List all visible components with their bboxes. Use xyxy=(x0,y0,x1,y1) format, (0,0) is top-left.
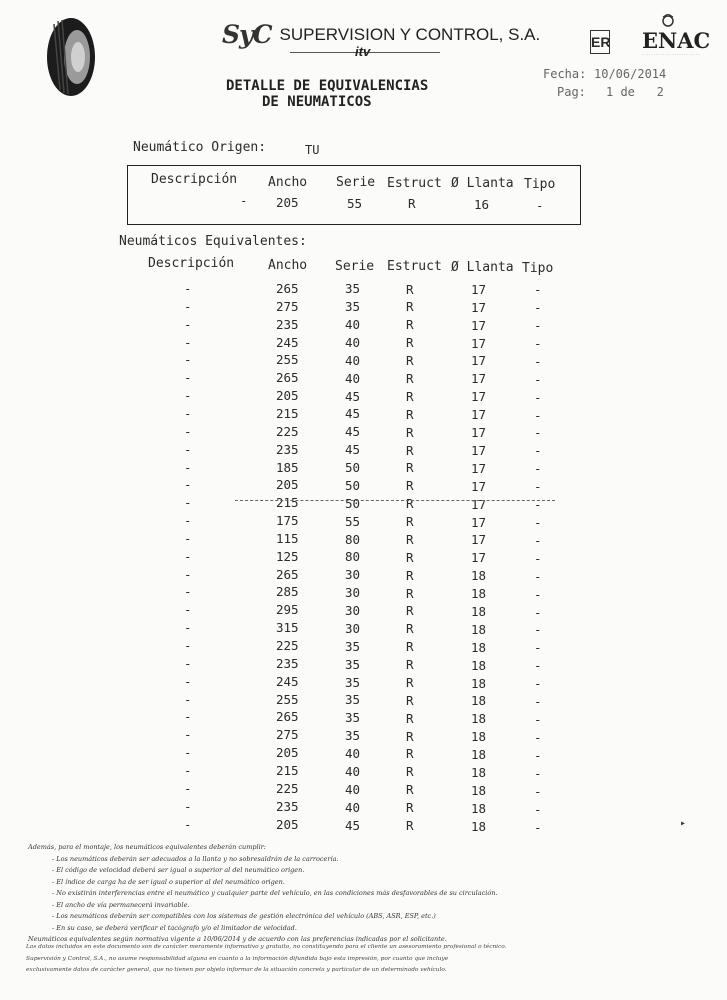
equiv-cell-llanta: 17 xyxy=(471,317,487,333)
equiv-cell-ancho: 205 xyxy=(276,816,299,832)
equiv-cell-descripcion: - xyxy=(184,673,192,689)
equiv-cell-descripcion: - xyxy=(184,798,192,814)
equiv-cell-descripcion: - xyxy=(184,388,192,404)
equiv-cell-llanta: 18 xyxy=(471,621,487,637)
equiv-cell-serie: 45 xyxy=(345,442,361,458)
equiv-cell-ancho: 205 xyxy=(276,388,299,404)
equiv-cell-llanta: 17 xyxy=(471,496,487,512)
equiv-cell-serie: 35 xyxy=(345,656,361,672)
note-item: - En su caso, se deberá verificar el tacógrafo y/o el limitador de velocidad. xyxy=(52,923,297,932)
note-item: - El ancho de vía permanecerá invariable. xyxy=(52,900,190,909)
equiv-cell-tipo: - xyxy=(534,282,542,298)
tire-icon xyxy=(44,16,100,98)
syc-logo: SyC xyxy=(222,20,272,49)
mounting-notes xyxy=(28,842,718,946)
equiv-cell-estruct: R xyxy=(406,710,414,726)
equiv-cell-tipo: - xyxy=(534,532,542,548)
equiv-cell-llanta: 17 xyxy=(471,353,487,369)
equiv-cell-ancho: 205 xyxy=(276,477,299,493)
equiv-cell-ancho: 265 xyxy=(276,566,299,582)
equiv-cell-descripcion: - xyxy=(184,513,192,529)
crown-icon xyxy=(660,14,676,28)
equiv-cell-serie: 80 xyxy=(345,549,361,565)
equiv-cell-llanta: 18 xyxy=(471,711,487,727)
equiv-cell-estruct: R xyxy=(406,460,414,476)
equiv-cell-descripcion: - xyxy=(184,423,192,439)
equiv-cell-serie: 35 xyxy=(345,728,361,744)
note-item: - El código de velocidad deberá ser igual o superior al del neumático origen. xyxy=(52,866,305,874)
equiv-cell-llanta: 17 xyxy=(471,299,487,315)
equiv-cell-serie: 50 xyxy=(345,495,361,511)
equiv-cell-serie: 45 xyxy=(345,424,361,440)
equiv-cell-serie: 45 xyxy=(345,817,361,833)
equiv-cell-serie: 40 xyxy=(345,746,361,762)
equiv-cell-descripcion: - xyxy=(184,584,192,600)
equiv-cell-estruct: R xyxy=(406,639,414,655)
equiv-cell-serie: 35 xyxy=(345,674,361,690)
equiv-cell-llanta: 18 xyxy=(471,586,487,602)
equiv-cell-ancho: 265 xyxy=(276,370,299,386)
equiv-cell-tipo: - xyxy=(534,765,542,781)
equiv-cell-serie: 40 xyxy=(345,370,361,386)
equiv-cell-ancho: 175 xyxy=(276,513,299,529)
equiv-cell-llanta: 17 xyxy=(471,550,487,566)
equiv-cell-estruct: R xyxy=(406,567,414,583)
equiv-cell-estruct: R xyxy=(406,317,414,333)
equiv-cell-descripcion: - xyxy=(184,602,192,618)
equiv-cell-serie: 80 xyxy=(345,531,361,547)
disclaimer-footer xyxy=(26,942,716,977)
equiv-cell-llanta: 17 xyxy=(471,335,487,351)
equiv-cell-ancho: 235 xyxy=(276,316,299,332)
equiv-header-estruct: Estruct xyxy=(387,259,442,274)
er-certification-logo: ER xyxy=(590,30,610,54)
equiv-cell-estruct: R xyxy=(406,281,414,297)
equiv-cell-tipo: - xyxy=(534,443,542,459)
equiv-cell-descripcion: - xyxy=(184,816,192,832)
equiv-cell-tipo: - xyxy=(534,300,542,316)
fold-line xyxy=(235,500,555,501)
equiv-cell-tipo: - xyxy=(534,586,542,602)
equiv-cell-descripcion: - xyxy=(184,316,192,332)
equiv-cell-descripcion: - xyxy=(184,477,192,493)
equiv-cell-descripcion: - xyxy=(184,691,192,707)
equiv-cell-descripcion: - xyxy=(184,780,192,796)
equiv-cell-descripcion: - xyxy=(184,620,192,636)
itv-logo: itv xyxy=(355,44,371,59)
equiv-cell-tipo: - xyxy=(534,747,542,763)
equiv-cell-estruct: R xyxy=(406,424,414,440)
origin-cell-estruct: R xyxy=(408,196,416,211)
equiv-cell-estruct: R xyxy=(406,746,414,762)
equiv-header-tipo: Tipo xyxy=(522,261,554,276)
equiv-header-llanta: Ø Llanta xyxy=(451,260,514,275)
equiv-cell-ancho: 245 xyxy=(276,673,299,689)
equiv-cell-estruct: R xyxy=(406,621,414,637)
enac-subtitle: ························· xyxy=(642,52,701,57)
equiv-cell-estruct: R xyxy=(406,353,414,369)
equiv-cell-serie: 35 xyxy=(345,710,361,726)
equiv-cell-serie: 35 xyxy=(345,692,361,708)
equiv-cell-ancho: 265 xyxy=(276,709,299,725)
company-header xyxy=(222,20,540,49)
page-value: 1 de 2 xyxy=(606,85,664,99)
equiv-cell-ancho: 115 xyxy=(276,530,299,546)
equiv-cell-tipo: - xyxy=(534,676,542,692)
equiv-cell-tipo: - xyxy=(534,568,542,584)
date-label: Fecha: xyxy=(543,67,587,81)
equiv-cell-tipo: - xyxy=(534,801,542,817)
equiv-cell-tipo: - xyxy=(534,461,542,477)
equiv-cell-tipo: - xyxy=(534,819,542,835)
equiv-cell-llanta: 18 xyxy=(471,765,487,781)
equiv-cell-estruct: R xyxy=(406,531,414,547)
equiv-cell-ancho: 235 xyxy=(276,655,299,671)
origin-header-tipo: Tipo xyxy=(524,177,556,192)
equiv-cell-serie: 30 xyxy=(345,620,361,636)
equiv-cell-tipo: - xyxy=(534,407,542,423)
equiv-cell-serie: 40 xyxy=(345,799,361,815)
equiv-cell-tipo: - xyxy=(534,389,542,405)
equiv-cell-descripcion: - xyxy=(184,405,192,421)
equiv-cell-llanta: 17 xyxy=(471,514,487,530)
page-title-line2: DE NEUMATICOS xyxy=(262,94,372,110)
note-item: - El índice de carga ha de ser igual o superior al del neumático origen. xyxy=(52,877,285,886)
equiv-cell-llanta: 17 xyxy=(471,371,487,387)
equiv-cell-ancho: 265 xyxy=(276,281,299,296)
note-item: - No existirán interferencias entre el neumático y cualquier parte del vehículo, en las condiciones más desfavorables de su circulación. xyxy=(52,889,498,897)
equiv-header-serie: Serie xyxy=(335,259,375,274)
equiv-cell-descripcion: - xyxy=(184,370,192,386)
equiv-cell-estruct: R xyxy=(406,800,414,816)
equiv-cell-llanta: 17 xyxy=(471,389,487,405)
equiv-cell-descripcion: - xyxy=(184,530,192,546)
page-label: Pag: xyxy=(557,85,586,99)
equiv-cell-descripcion: - xyxy=(184,745,192,761)
equiv-cell-llanta: 17 xyxy=(471,442,487,458)
equiv-cell-tipo: - xyxy=(534,515,542,531)
equiv-cell-descripcion: - xyxy=(184,548,192,564)
equiv-cell-descripcion: - xyxy=(184,709,192,725)
equiv-cell-tipo: - xyxy=(534,729,542,745)
equiv-cell-serie: 30 xyxy=(345,567,361,583)
equiv-cell-ancho: 235 xyxy=(276,798,299,814)
equiv-cell-estruct: R xyxy=(406,442,414,458)
origin-header-ancho: Ancho xyxy=(268,175,308,190)
equiv-cell-llanta: 18 xyxy=(471,604,487,619)
equiv-cell-llanta: 17 xyxy=(471,281,487,297)
company-name: SUPERVISION Y CONTROL, S.A. xyxy=(279,24,541,44)
equiv-cell-llanta: 18 xyxy=(471,675,487,691)
date-value: 10/06/2014 xyxy=(594,67,667,81)
equiv-cell-ancho: 255 xyxy=(276,352,299,368)
equiv-cell-ancho: 225 xyxy=(276,638,299,653)
equiv-cell-tipo: - xyxy=(534,694,542,710)
equiv-cell-estruct: R xyxy=(406,728,414,744)
equiv-cell-estruct: R xyxy=(406,299,414,315)
equiv-cell-estruct: R xyxy=(406,782,414,798)
equiv-cell-tipo: - xyxy=(534,497,542,513)
equiv-cell-estruct: R xyxy=(406,496,414,512)
equiv-cell-tipo: - xyxy=(534,371,542,387)
origin-tire-value: TU xyxy=(305,143,320,157)
equiv-cell-descripcion: - xyxy=(184,298,192,314)
equiv-cell-llanta: 17 xyxy=(471,407,487,423)
equiv-cell-llanta: 18 xyxy=(471,568,487,584)
equiv-cell-ancho: 125 xyxy=(276,548,299,564)
equiv-cell-estruct: R xyxy=(406,371,414,386)
equiv-cell-serie: 30 xyxy=(345,585,361,601)
equivalents-label: Neumáticos Equivalentes: xyxy=(119,234,307,249)
equiv-cell-ancho: 235 xyxy=(276,441,299,457)
equiv-cell-ancho: 255 xyxy=(276,691,299,707)
equiv-cell-descripcion: - xyxy=(184,638,192,653)
equiv-cell-ancho: 295 xyxy=(276,602,299,618)
equiv-cell-estruct: R xyxy=(406,388,414,404)
origin-cell-tipo: - xyxy=(536,198,544,213)
equiv-cell-llanta: 18 xyxy=(471,693,487,709)
equiv-cell-ancho: 315 xyxy=(276,620,299,636)
equiv-cell-tipo: - xyxy=(534,550,542,566)
equiv-cell-llanta: 18 xyxy=(471,639,487,655)
equiv-cell-llanta: 18 xyxy=(471,729,487,745)
equiv-cell-ancho: 215 xyxy=(276,495,299,511)
equiv-cell-ancho: 215 xyxy=(276,405,299,421)
equiv-cell-estruct: R xyxy=(406,692,414,708)
equiv-cell-llanta: 17 xyxy=(471,425,487,441)
equiv-cell-ancho: 245 xyxy=(276,334,299,350)
equiv-cell-tipo: - xyxy=(534,783,542,799)
equiv-cell-ancho: 185 xyxy=(276,459,299,475)
equiv-cell-ancho: 205 xyxy=(276,745,299,761)
equiv-cell-ancho: 225 xyxy=(276,423,299,439)
equiv-cell-tipo: - xyxy=(534,425,542,441)
equiv-cell-estruct: R xyxy=(406,603,414,619)
equiv-cell-llanta: 18 xyxy=(471,782,487,798)
equiv-cell-descripcion: - xyxy=(184,495,192,511)
equiv-cell-tipo: - xyxy=(534,604,542,620)
equiv-cell-tipo: - xyxy=(534,479,542,495)
note-item: - Los neumáticos deberán ser compatibles con los sistemas de gestión electrónica del vehículo (ABS, ASR, ESP, etc.) xyxy=(52,912,436,920)
equiv-cell-estruct: R xyxy=(406,406,414,422)
equiv-cell-tipo: - xyxy=(534,335,542,351)
margin-mark: ▸ xyxy=(680,818,687,829)
equiv-header-descripcion: Descripción xyxy=(148,256,235,271)
equiv-cell-descripcion: - xyxy=(184,281,192,296)
origin-tire-label: Neumático Origen: xyxy=(133,140,267,155)
equiv-header-ancho: Ancho xyxy=(268,258,308,273)
origin-header-serie: Serie xyxy=(336,175,376,190)
equiv-cell-estruct: R xyxy=(406,478,414,494)
equiv-cell-llanta: 17 xyxy=(471,478,487,494)
enac-logo: ENAC xyxy=(642,28,711,53)
equiv-cell-tipo: - xyxy=(534,353,542,369)
equiv-cell-ancho: 275 xyxy=(276,298,299,314)
disclaimer-line: exclusivamente datos de carácter general, que no tienen por objeto informar de la situación concreta y particular de un determinado vehículo. xyxy=(26,967,447,973)
origin-cell-descripcion: - xyxy=(240,193,248,208)
equiv-cell-serie: 35 xyxy=(345,281,361,297)
equiv-cell-serie: 50 xyxy=(345,477,361,493)
equiv-cell-llanta: 18 xyxy=(471,800,487,816)
equiv-cell-tipo: - xyxy=(534,712,542,728)
equiv-cell-descripcion: - xyxy=(184,334,192,350)
note-item: - Los neumáticos deberán ser adecuados a la llanta y no sobresaldrán de la carrocería. xyxy=(52,854,339,863)
equiv-cell-llanta: 18 xyxy=(471,657,487,673)
equiv-cell-llanta: 17 xyxy=(471,460,487,476)
equiv-cell-descripcion: - xyxy=(184,459,192,475)
equiv-cell-serie: 30 xyxy=(345,603,361,619)
equiv-cell-llanta: 18 xyxy=(471,747,487,763)
equiv-cell-llanta: 17 xyxy=(471,532,487,548)
disclaimer-line: Los datos incluidos en este documento son de carácter meramente informativo y gratuito, no constituyendo para el cliente un asesoramiento profesional o técnico. xyxy=(26,944,507,950)
origin-header-estruct: Estruct xyxy=(387,176,442,191)
equiv-cell-serie: 35 xyxy=(345,299,361,315)
equiv-cell-descripcion: - xyxy=(184,352,192,368)
equiv-cell-serie: 50 xyxy=(345,460,361,476)
equiv-cell-serie: 35 xyxy=(345,638,361,654)
equiv-cell-serie: 40 xyxy=(345,352,361,368)
equiv-cell-ancho: 215 xyxy=(276,762,299,778)
origin-header-descripcion: Descripción xyxy=(151,172,238,187)
equiv-cell-descripcion: - xyxy=(184,727,192,743)
origin-header-llanta: Ø Llanta xyxy=(451,176,514,191)
equiv-cell-estruct: R xyxy=(406,657,414,673)
disclaimer-line: Supervisión y Control, S.A., no asume responsabilidad alguna en cuanto a la información difundida bajo esta impresión, por cuanto que incluye xyxy=(26,955,449,962)
equiv-cell-serie: 55 xyxy=(345,513,361,529)
equiv-cell-serie: 40 xyxy=(345,781,361,797)
equiv-cell-descripcion: - xyxy=(184,762,192,778)
equiv-cell-estruct: R xyxy=(406,514,414,530)
notes-closing: Neumáticos equivalentes según normativa vigente a 10/06/2014 y de acuerdo con las preferencias indicadas por el solicitante. xyxy=(28,935,447,943)
origin-cell-ancho: 205 xyxy=(276,195,299,210)
equiv-cell-ancho: 275 xyxy=(276,727,299,743)
equiv-cell-serie: 45 xyxy=(345,388,361,404)
equiv-cell-descripcion: - xyxy=(184,655,192,671)
equiv-cell-llanta: 18 xyxy=(471,818,487,834)
origin-cell-llanta: 16 xyxy=(474,197,490,212)
equiv-cell-estruct: R xyxy=(406,674,414,690)
equiv-cell-tipo: - xyxy=(534,622,542,638)
origin-cell-serie: 55 xyxy=(347,196,363,211)
equiv-cell-descripcion: - xyxy=(184,441,192,457)
equiv-cell-ancho: 225 xyxy=(276,780,299,796)
equiv-cell-estruct: R xyxy=(406,335,414,351)
notes-intro: Además, para el montaje, los neumáticos equivalentes deberán cumplir: xyxy=(28,843,266,851)
equiv-cell-estruct: R xyxy=(406,585,414,601)
equiv-cell-serie: 40 xyxy=(345,335,361,350)
equiv-cell-estruct: R xyxy=(406,549,414,565)
equiv-cell-serie: 45 xyxy=(345,406,361,422)
page-title-line1: DETALLE DE EQUIVALENCIAS xyxy=(226,78,429,94)
equiv-cell-estruct: R xyxy=(406,818,414,833)
equiv-cell-descripcion: - xyxy=(184,566,192,582)
equiv-cell-serie: 40 xyxy=(345,763,361,779)
equiv-cell-serie: 40 xyxy=(345,317,361,333)
equiv-cell-tipo: - xyxy=(534,318,542,334)
equiv-cell-tipo: - xyxy=(534,640,542,656)
equiv-cell-ancho: 285 xyxy=(276,584,299,600)
equiv-cell-tipo: - xyxy=(534,658,542,674)
equiv-cell-estruct: R xyxy=(406,764,414,780)
